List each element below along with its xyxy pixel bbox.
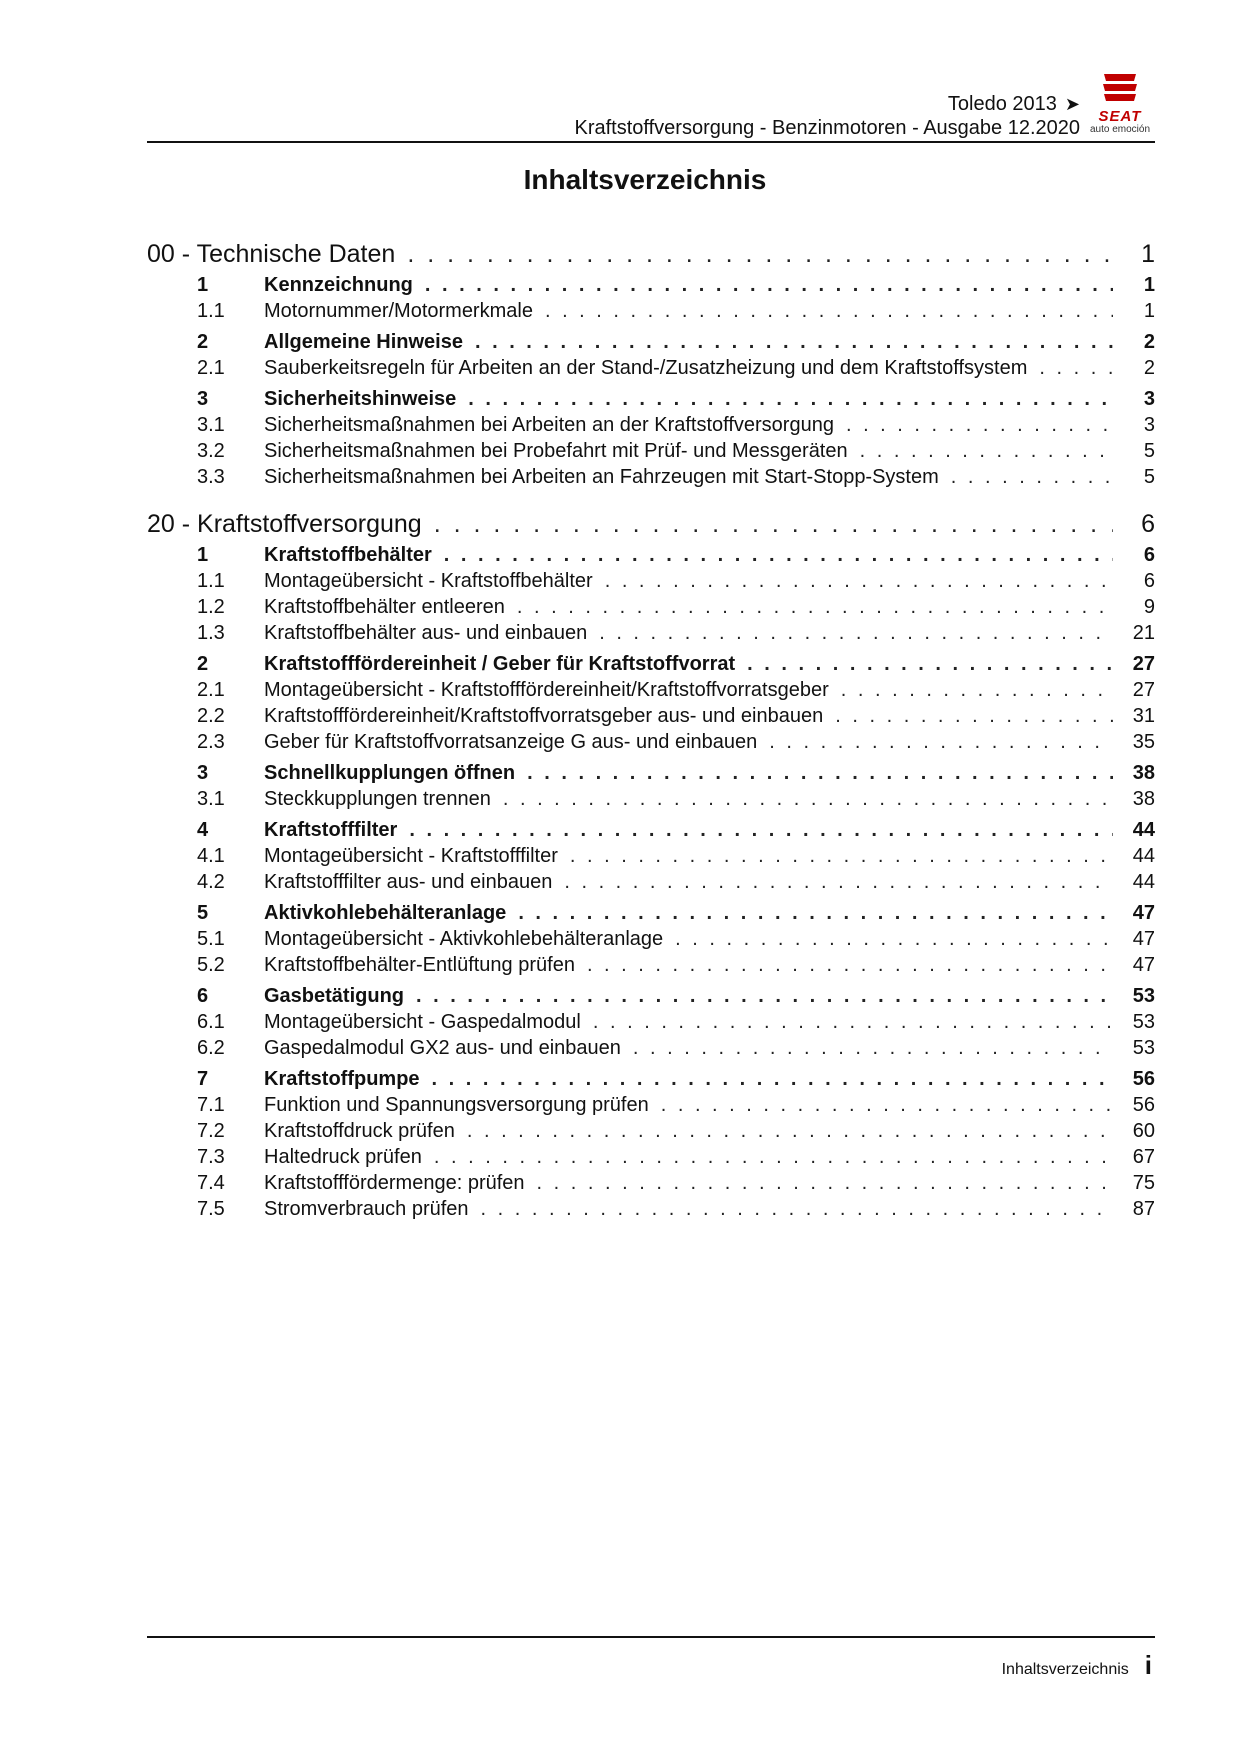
footer-divider — [147, 1636, 1155, 1638]
dot-leader — [675, 928, 1113, 951]
dot-leader — [444, 544, 1113, 567]
entry-title: Montageübersicht - Kraftstofffilter — [264, 845, 558, 867]
entry-number: 4.2 — [197, 871, 225, 893]
entry-page-number: 1 — [1141, 240, 1155, 268]
entry-title: Kraftstoffdruck prüfen — [264, 1120, 455, 1142]
entry-number: 4 — [197, 819, 209, 841]
entry-title: Kraftstofffördermenge: prüfen — [264, 1172, 525, 1194]
logo-brand: SEAT — [1098, 108, 1142, 125]
toc-subsection[interactable] — [147, 622, 1155, 648]
entry-title: Motornummer/Motormerkmale — [264, 300, 533, 322]
dot-leader — [545, 300, 1113, 323]
page-title: Inhaltsverzeichnis — [523, 164, 767, 195]
toc-subsection[interactable] — [147, 300, 1155, 326]
dot-leader — [416, 985, 1113, 1008]
toc-section[interactable] — [147, 388, 1155, 414]
toc-section[interactable] — [147, 762, 1155, 788]
toc-section[interactable] — [147, 274, 1155, 300]
dot-leader — [769, 731, 1113, 754]
entry-page-number: 2 — [1143, 357, 1155, 379]
entry-page-number: 6 — [1143, 544, 1155, 566]
dot-leader — [564, 871, 1113, 894]
toc-subsection[interactable] — [147, 1011, 1155, 1037]
dot-leader — [587, 954, 1113, 977]
toc-subsection[interactable] — [147, 788, 1155, 814]
entry-number: 7.1 — [197, 1094, 225, 1116]
toc-subsection[interactable] — [147, 954, 1155, 980]
dot-leader — [434, 1146, 1113, 1169]
entry-title: Steckkupplungen trennen — [264, 788, 491, 810]
entry-page-number: 3 — [1143, 388, 1155, 410]
dot-leader — [475, 331, 1113, 354]
entry-page-number: 60 — [1132, 1120, 1155, 1142]
entry-title: Montageübersicht - Gaspedalmodul — [264, 1011, 581, 1033]
entry-title: Aktivkohlebehälteranlage — [264, 902, 507, 924]
seat-logo — [1084, 72, 1156, 136]
arrow-right-icon: ➤ — [1064, 94, 1080, 114]
entry-number: 3.1 — [197, 414, 225, 436]
toc-subsection[interactable] — [147, 731, 1155, 757]
toc-section[interactable] — [147, 653, 1155, 679]
toc-section[interactable] — [147, 331, 1155, 357]
entry-title: Haltedruck prüfen — [264, 1146, 422, 1168]
toc-subsection[interactable] — [147, 357, 1155, 383]
footer-page-number: i — [1144, 1650, 1152, 1680]
entry-number: 2.1 — [197, 679, 225, 701]
toc-chapter[interactable] — [147, 240, 1155, 272]
toc-subsection[interactable] — [147, 466, 1155, 492]
entry-number: 7.4 — [197, 1172, 225, 1194]
entry-number: 6.1 — [197, 1011, 225, 1033]
entry-page-number: 47 — [1132, 902, 1155, 924]
entry-title: Montageübersicht - Kraftstoffbehälter — [264, 570, 593, 592]
entry-title: Sicherheitsmaßnahmen bei Arbeiten an der Kraftstoffversorgung — [264, 414, 834, 436]
header-model: Toledo 2013 — [947, 93, 1057, 115]
seat-emblem-icon — [1100, 72, 1140, 106]
entry-number: 3 — [197, 762, 209, 784]
header-subtitle: Kraftstoffversorgung - Benzinmotoren - Ausgabe 12.2020 — [574, 117, 1080, 139]
dot-leader — [951, 466, 1113, 489]
dot-leader — [409, 819, 1113, 842]
entry-page-number: 27 — [1132, 653, 1155, 675]
entry-title: Kraftstofffilter aus- und einbauen — [264, 871, 553, 893]
entry-page-number: 6 — [1143, 570, 1155, 592]
entry-page-number: 27 — [1132, 679, 1155, 701]
entry-page-number: 67 — [1132, 1146, 1155, 1168]
entry-title: Sicherheitsmaßnahmen bei Arbeiten an Fahrzeugen mit Start-Stopp-System — [264, 466, 939, 488]
entry-title: Kraftstoffbehälter aus- und einbauen — [264, 622, 588, 644]
dot-leader — [434, 510, 1113, 539]
entry-page-number: 44 — [1132, 819, 1155, 841]
entry-title: Funktion und Spannungsversorgung prüfen — [264, 1094, 649, 1116]
dot-leader — [860, 440, 1113, 463]
entry-title: Kraftstoffbehälter-Entlüftung prüfen — [264, 954, 575, 976]
dot-leader — [518, 902, 1113, 925]
entry-number: 3 — [197, 388, 209, 410]
dot-leader — [481, 1198, 1113, 1221]
entry-page-number: 38 — [1132, 788, 1155, 810]
entry-title: 20 - Kraftstoffversorgung — [147, 510, 422, 538]
logo-tagline: auto emoción — [1089, 124, 1151, 135]
dot-leader — [407, 240, 1113, 269]
toc-subsection[interactable] — [147, 1094, 1155, 1120]
entry-title: Montageübersicht - Aktivkohlebehälteranlage — [264, 928, 664, 950]
entry-title: Kennzeichnung — [264, 274, 413, 296]
dot-leader — [432, 1068, 1113, 1091]
entry-title: Allgemeine Hinweise — [264, 331, 463, 353]
entry-number: 1.3 — [197, 622, 225, 644]
entry-title: Sicherheitsmaßnahmen bei Probefahrt mit Prüf- und Messgeräten — [264, 440, 848, 462]
toc-subsection[interactable] — [147, 845, 1155, 871]
entry-number: 4.1 — [197, 845, 225, 867]
entry-number: 5 — [197, 902, 209, 924]
entry-title: Gaspedalmodul GX2 aus- und einbauen — [264, 1037, 621, 1059]
entry-page-number: 53 — [1132, 985, 1155, 1007]
toc-section[interactable] — [147, 902, 1155, 928]
toc-subsection[interactable] — [147, 414, 1155, 440]
entry-page-number: 6 — [1141, 510, 1155, 538]
entry-number: 3.3 — [197, 466, 225, 488]
entry-page-number: 31 — [1132, 705, 1155, 727]
entry-page-number: 9 — [1143, 596, 1155, 618]
entry-number: 7.2 — [197, 1120, 225, 1142]
dot-leader — [468, 388, 1113, 411]
entry-number: 1 — [197, 544, 209, 566]
entry-page-number: 3 — [1143, 414, 1155, 436]
toc-chapter[interactable] — [147, 510, 1155, 542]
entry-number: 5.2 — [197, 954, 225, 976]
dot-leader — [517, 596, 1113, 619]
entry-number: 1.2 — [197, 596, 225, 618]
entry-title: Sicherheitshinweise — [264, 388, 457, 410]
entry-page-number: 5 — [1143, 440, 1155, 462]
entry-page-number: 38 — [1132, 762, 1155, 784]
entry-page-number: 75 — [1132, 1172, 1155, 1194]
toc-subsection[interactable] — [147, 1120, 1155, 1146]
entry-page-number: 2 — [1143, 331, 1155, 353]
entry-page-number: 47 — [1132, 954, 1155, 976]
entry-title: Montageübersicht - Kraftstofffördereinheit/Kraftstoffvorratsgeber — [264, 679, 829, 701]
dot-leader — [846, 414, 1113, 437]
entry-title: Kraftstofffördereinheit / Geber für Kraftstoffvorrat — [264, 653, 736, 675]
entry-number: 5.1 — [197, 928, 225, 950]
footer-label: Inhaltsverzeichnis — [1001, 1661, 1129, 1678]
entry-number: 1.1 — [197, 300, 225, 322]
dot-leader — [841, 679, 1113, 702]
dot-leader — [467, 1120, 1113, 1143]
entry-number: 1.1 — [197, 570, 225, 592]
entry-title: Gasbetätigung — [264, 985, 405, 1007]
toc-subsection[interactable] — [147, 570, 1155, 596]
entry-page-number: 56 — [1132, 1068, 1155, 1090]
toc-section[interactable] — [147, 1068, 1155, 1094]
toc-subsection[interactable] — [147, 1172, 1155, 1198]
toc-subsection[interactable] — [147, 871, 1155, 897]
entry-page-number: 56 — [1132, 1094, 1155, 1116]
toc-section[interactable] — [147, 985, 1155, 1011]
entry-page-number: 87 — [1132, 1198, 1155, 1220]
entry-number: 2.3 — [197, 731, 225, 753]
entry-number: 2 — [197, 331, 209, 353]
entry-page-number: 44 — [1132, 871, 1155, 893]
toc-subsection[interactable] — [147, 679, 1155, 705]
dot-leader — [593, 1011, 1113, 1034]
entry-title: Kraftstofffilter — [264, 819, 398, 841]
entry-title: Kraftstoffbehälter entleeren — [264, 596, 505, 618]
dot-leader — [747, 653, 1113, 676]
entry-page-number: 47 — [1132, 928, 1155, 950]
dot-leader — [570, 845, 1113, 868]
toc-subsection[interactable] — [147, 596, 1155, 622]
dot-leader — [661, 1094, 1113, 1117]
toc-subsection[interactable] — [147, 1037, 1155, 1063]
entry-number: 2.2 — [197, 705, 225, 727]
entry-number: 7.5 — [197, 1198, 225, 1220]
entry-number: 6.2 — [197, 1037, 225, 1059]
entry-number: 7 — [197, 1068, 209, 1090]
entry-title: Geber für Kraftstoffvorratsanzeige G aus- und einbauen — [264, 731, 758, 753]
entry-number: 3.2 — [197, 440, 225, 462]
entry-page-number: 44 — [1132, 845, 1155, 867]
entry-number: 3.1 — [197, 788, 225, 810]
entry-number: 2 — [197, 653, 209, 675]
dot-leader — [599, 622, 1113, 645]
toc-subsection[interactable] — [147, 440, 1155, 466]
dot-leader — [605, 570, 1113, 593]
toc-subsection[interactable] — [147, 928, 1155, 954]
entry-title: Kraftstoffbehälter — [264, 544, 432, 566]
entry-page-number: 21 — [1132, 622, 1155, 644]
page-header — [575, 92, 1081, 140]
toc-section[interactable] — [147, 544, 1155, 570]
entry-title: Sauberkeitsregeln für Arbeiten an der Stand-/Zusatzheizung und dem Kraftstoffsystem — [264, 357, 1028, 379]
table-of-contents — [147, 236, 1155, 1224]
entry-title: Kraftstofffördereinheit/Kraftstoffvorratsgeber aus- und einbauen — [264, 705, 824, 727]
dot-leader — [835, 705, 1113, 728]
entry-page-number: 53 — [1132, 1037, 1155, 1059]
dot-leader — [425, 274, 1113, 297]
entry-title: 00 - Technische Daten — [147, 240, 396, 268]
entry-title: Kraftstoffpumpe — [264, 1068, 420, 1090]
entry-number: 1 — [197, 274, 209, 296]
toc-subsection[interactable] — [147, 705, 1155, 731]
dot-leader — [527, 762, 1113, 785]
entry-page-number: 1 — [1143, 300, 1155, 322]
entry-number: 2.1 — [197, 357, 225, 379]
entry-page-number: 53 — [1132, 1011, 1155, 1033]
entry-title: Stromverbrauch prüfen — [264, 1198, 469, 1220]
page-footer — [1002, 1650, 1152, 1681]
dot-leader — [633, 1037, 1113, 1060]
entry-page-number: 5 — [1143, 466, 1155, 488]
entry-number: 7.3 — [197, 1146, 225, 1168]
entry-number: 6 — [197, 985, 209, 1007]
dot-leader — [503, 788, 1113, 811]
dot-leader — [537, 1172, 1113, 1195]
dot-leader — [1039, 357, 1113, 380]
toc-section[interactable] — [147, 819, 1155, 845]
entry-title: Schnellkupplungen öffnen — [264, 762, 516, 784]
header-divider — [147, 141, 1155, 143]
entry-page-number: 35 — [1132, 731, 1155, 753]
toc-subsection[interactable] — [147, 1146, 1155, 1172]
toc-subsection[interactable] — [147, 1198, 1155, 1224]
entry-page-number: 1 — [1143, 274, 1155, 296]
